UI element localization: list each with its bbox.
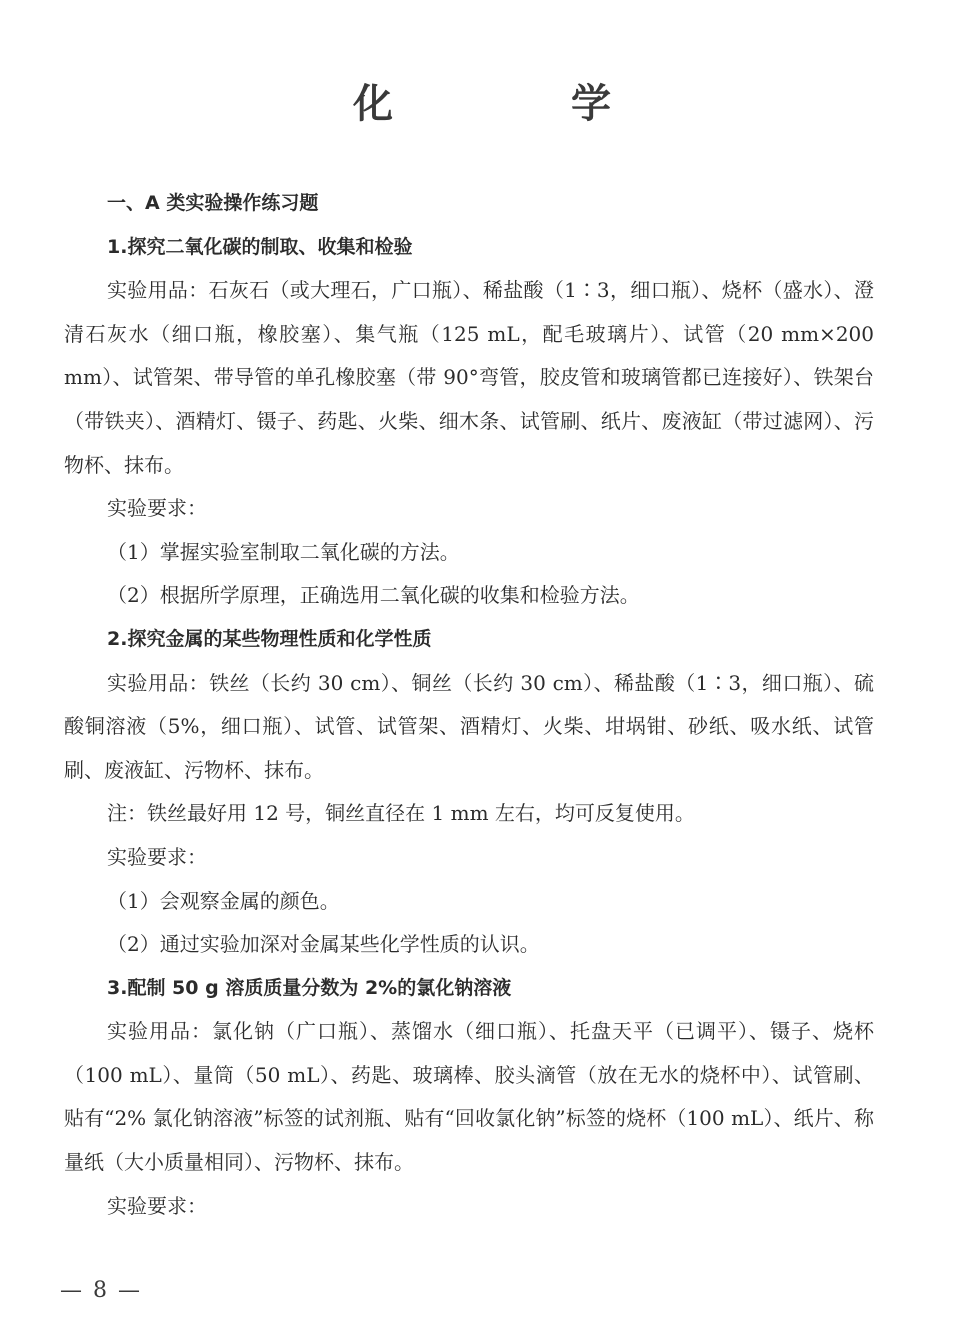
section-main-heading: 一、A 类实验操作练习题 — [107, 192, 319, 214]
section-2-requirement-2: （2）通过实验加深对金属某些化学性质的认识。 — [107, 932, 540, 957]
section-2-requirements-label: 实验要求： — [107, 844, 207, 869]
section-1-materials: 实验用品：石灰石（或大理石，广口瓶）、稀盐酸（1∶3，细口瓶）、烧杯（盛水）、澄清石灰水（细口瓶，橡胶塞）、集气瓶（125 mL，配毛玻璃片）、试管（20 mm×200 mm）、试管架、带导管的单孔橡胶塞（带 90°弯管，胶皮管和玻璃管都已连接好）、铁架台（带铁夹）、酒精灯、镊子、药匙、火柴、细木条、试管刷、纸片、废液缸（带过滤网）、污物杯、抹布。 — [64, 278, 874, 477]
section-2-heading: 2.探究金属的某些物理性质和化学性质 — [107, 627, 432, 650]
section-1-requirements-label: 实验要求： — [107, 496, 207, 521]
page-number: — 8 — — [60, 1278, 142, 1303]
section-1-requirement-1: （1）掌握实验室制取二氧化碳的方法。 — [107, 539, 460, 564]
page-title: 化 学 — [353, 81, 693, 127]
section-3-requirements-label: 实验要求： — [107, 1193, 207, 1218]
section-3-heading: 3.配制 50 g 溶质质量分数为 2%的氯化钠溶液 — [107, 976, 512, 999]
section-2-materials: 实验用品：铁丝（长约 30 cm）、铜丝（长约 30 cm）、稀盐酸（1∶3，细口瓶）、硫酸铜溶液（5%，细口瓶）、试管、试管架、酒精灯、火柴、坩埚钳、砂纸、吸水纸、试管刷、废液缸、污物杯、抹布。 — [64, 670, 874, 782]
section-3-materials: 实验用品：氯化钠（广口瓶）、蒸馏水（细口瓶）、托盘天平（已调平）、镊子、烧杯（100 mL）、量筒（50 mL）、药匙、玻璃棒、胶头滴管（放在无水的烧杯中）、试管刷、贴有“2% 氯化钠溶液”标签的试剂瓶、贴有“回收氯化钠”标签的烧杯（100 mL）、纸片、称量纸（大小质量相同）、污物杯、抹布。 — [64, 1019, 874, 1175]
section-1-requirement-2: （2）根据所学原理，正确选用二氧化碳的收集和检验方法。 — [107, 583, 640, 608]
page-content — [64, 182, 874, 1228]
section-2-requirement-1: （1）会观察金属的颜色。 — [107, 888, 340, 913]
section-1-heading: 1.探究二氧化碳的制取、收集和检验 — [107, 235, 413, 258]
section-2-note: 注：铁丝最好用 12 号，铜丝直径在 1 mm 左右，均可反复使用。 — [107, 801, 695, 826]
